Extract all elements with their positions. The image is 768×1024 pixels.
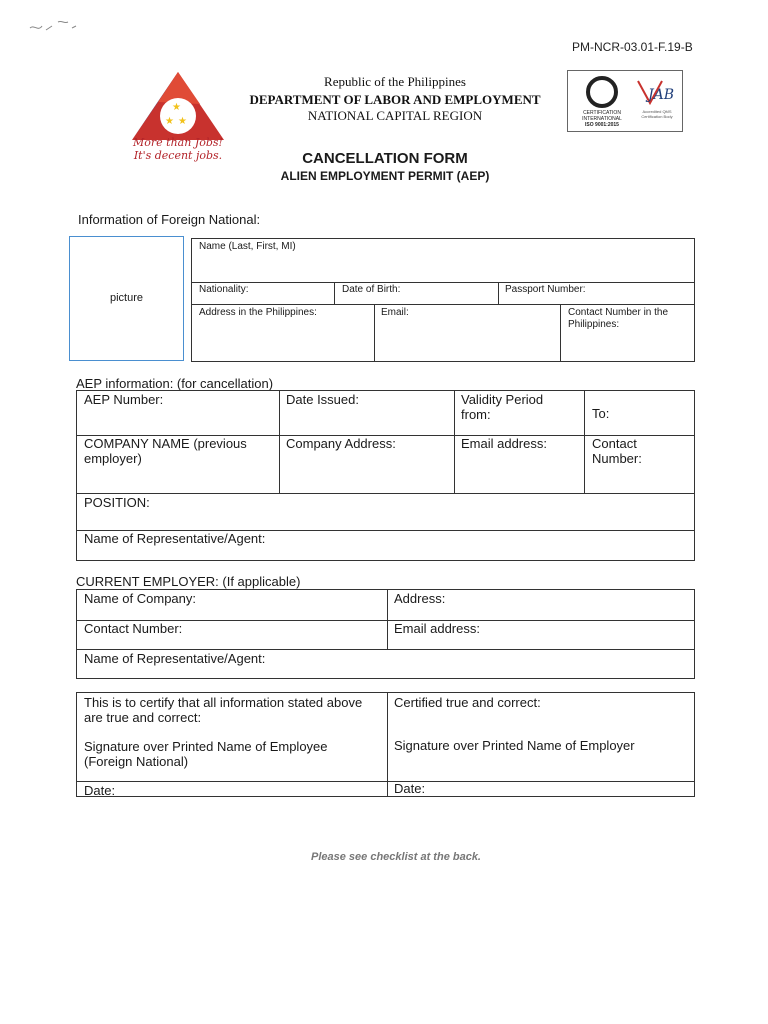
contact-number-field[interactable]: Contact Number in the Philippines: [568,307,669,330]
picture-label: picture [109,292,144,304]
certification-ring-icon [578,75,626,109]
employer-signature-field[interactable]: Signature over Printed Name of Employer [394,738,635,753]
aep-section-label: AEP information: (for cancellation) [76,376,274,391]
svg-text:★: ★ [172,102,181,113]
employee-date-field[interactable]: Date: [84,783,116,798]
passport-number-field[interactable]: Passport Number: [505,284,586,295]
employer-representative-field[interactable]: Name of Representative/Agent: [84,651,266,666]
checklist-note: Please see checklist at the back. [311,851,481,863]
cert-text-1: CERTIFICATION INTERNATIONAL [582,110,622,122]
name-field[interactable]: Name (Last, First, MI) [199,241,296,252]
certification-table [76,692,695,797]
header-department: DEPARTMENT OF LABOR AND EMPLOYMENT [249,92,541,107]
tagline-line-1: More than Jobs! [133,136,223,149]
svg-text:★: ★ [165,116,174,127]
company-name-field[interactable]: COMPANY NAME (previous employer) [84,436,247,466]
validity-from-field[interactable]: Validity Period from: [461,392,544,422]
employer-date-field[interactable]: Date: [394,781,426,796]
cert-text-2: ISO 9001:2015 [585,122,619,128]
employer-address-field[interactable]: Address: [394,591,446,606]
employer-email-field[interactable]: Email address: [394,621,480,636]
date-of-birth-field[interactable]: Date of Birth: [342,284,401,295]
employer-contact-field[interactable]: Contact Number: [84,621,183,636]
aep-number-field[interactable]: AEP Number: [84,392,164,407]
jab-mark-icon [634,77,678,107]
company-email-field[interactable]: Email address: [461,436,547,451]
employer-company-field[interactable]: Name of Company: [84,591,196,606]
certification-badge [567,70,683,132]
date-issued-field[interactable]: Date Issued: [286,392,359,407]
position-field[interactable]: POSITION: [84,495,150,510]
form-code: PM-NCR-03.01-F.19-B [572,40,693,54]
current-employer-label: CURRENT EMPLOYER: (If applicable) [76,574,301,589]
form-subtitle: ALIEN EMPLOYMENT PERMIT (AEP) [280,169,490,183]
employee-signature-field[interactable]: Signature over Printed Name of Employee (Foreign National) [84,739,328,769]
cert-text-3: Accredited QMS Certification Body [641,109,673,119]
picture-box[interactable] [69,236,184,361]
address-field[interactable]: Address in the Philippines: [199,307,317,318]
tagline-line-2: It's decent jobs. [133,149,223,162]
aep-representative-field[interactable]: Name of Representative/Agent: [84,531,266,546]
validity-to-field[interactable]: To: [592,406,610,421]
foreign-national-label: Information of Foreign National: [78,212,261,227]
company-contact-field[interactable]: Contact Number: [592,436,642,466]
header-republic: Republic of the Philippines [324,74,466,89]
email-field[interactable]: Email: [381,307,409,318]
nationality-field[interactable]: Nationality: [199,284,249,295]
handwritten-mark [28,14,88,38]
employee-cert-text: This is to certify that all information stated above are true and correct: [84,695,363,725]
foreign-national-table [191,238,695,362]
current-employer-table [76,589,695,679]
svg-text:JAB: JAB [648,87,675,103]
svg-text:★: ★ [178,116,187,127]
company-address-field[interactable]: Company Address: [286,436,396,451]
header-region: NATIONAL CAPITAL REGION [307,108,483,123]
aep-table [76,390,695,561]
employer-cert-text: Certified true and correct: [394,695,541,710]
form-title: CANCELLATION FORM [302,150,468,167]
